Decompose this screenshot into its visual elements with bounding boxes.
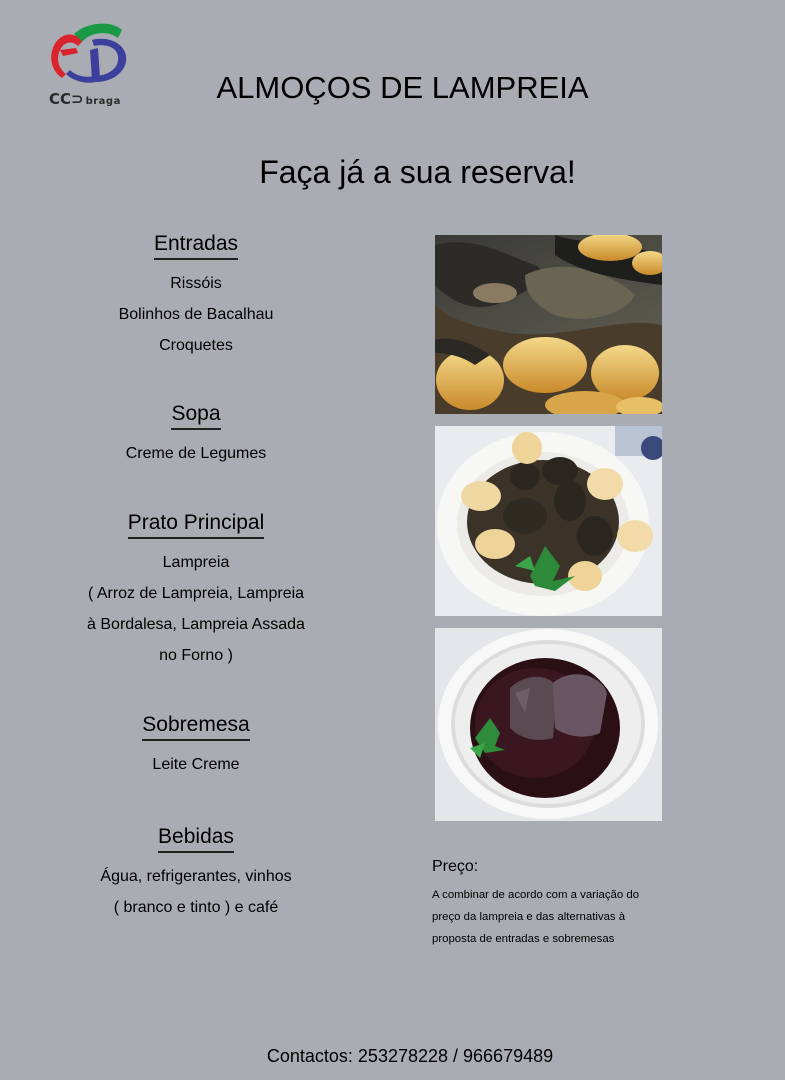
contacts: Contactos: 253278228 / 966679489 — [266, 1046, 554, 1066]
menu-item: Lampreia — [162, 554, 230, 571]
section-items — [60, 438, 332, 469]
menu-item: Rissóis — [170, 275, 222, 292]
photo-arroz-de-lampreia — [435, 628, 662, 821]
section-title: Sopa — [171, 402, 220, 430]
menu-item: ( Arroz de Lampreia, Lampreia — [87, 585, 305, 602]
menu-item: Bolinhos de Bacalhau — [118, 306, 274, 323]
price-line: A combinar de acordo com a variação do — [432, 889, 640, 901]
price-line: proposta de entradas e sobremesas — [432, 933, 615, 945]
menu-item: Água, refrigerantes, vinhos — [100, 868, 292, 885]
price-text — [432, 884, 682, 950]
section-title: Prato Principal — [128, 511, 265, 539]
page-subtitle: Faça já a sua reserva! — [259, 154, 576, 190]
photo-lampreia-assada — [435, 235, 662, 414]
menu-item: Leite Creme — [152, 756, 240, 773]
section-bebidas — [60, 825, 332, 923]
logo-text-sub: braga — [85, 96, 121, 107]
photo-lampreia-bordalesa — [435, 426, 662, 616]
section-title: Sobremesa — [142, 713, 249, 741]
section-items — [60, 749, 332, 780]
section-prato-principal — [60, 511, 332, 671]
section-sobremesa — [60, 713, 332, 780]
section-title: Bebidas — [158, 825, 234, 853]
menu-item: Croquetes — [159, 337, 233, 354]
section-sopa — [60, 402, 332, 469]
page-title: ALMOÇOS DE LAMPREIA — [216, 70, 589, 105]
menu-item: à Bordalesa, Lampreia Assada — [87, 616, 305, 633]
section-items — [60, 861, 332, 923]
menu-item: no Forno ) — [159, 647, 233, 664]
price-block — [432, 858, 682, 950]
section-items — [60, 268, 332, 361]
menu-item: Creme de Legumes — [125, 445, 267, 462]
price-line: preço da lampreia e das alternativas à — [432, 911, 626, 923]
price-title: Preço: — [432, 858, 479, 875]
section-entradas — [60, 232, 332, 361]
section-items — [60, 547, 332, 671]
section-title: Entradas — [154, 232, 238, 260]
logo-text-main: CC⊃ — [49, 90, 84, 108]
menu-item: ( branco e tinto ) e café — [113, 899, 279, 916]
